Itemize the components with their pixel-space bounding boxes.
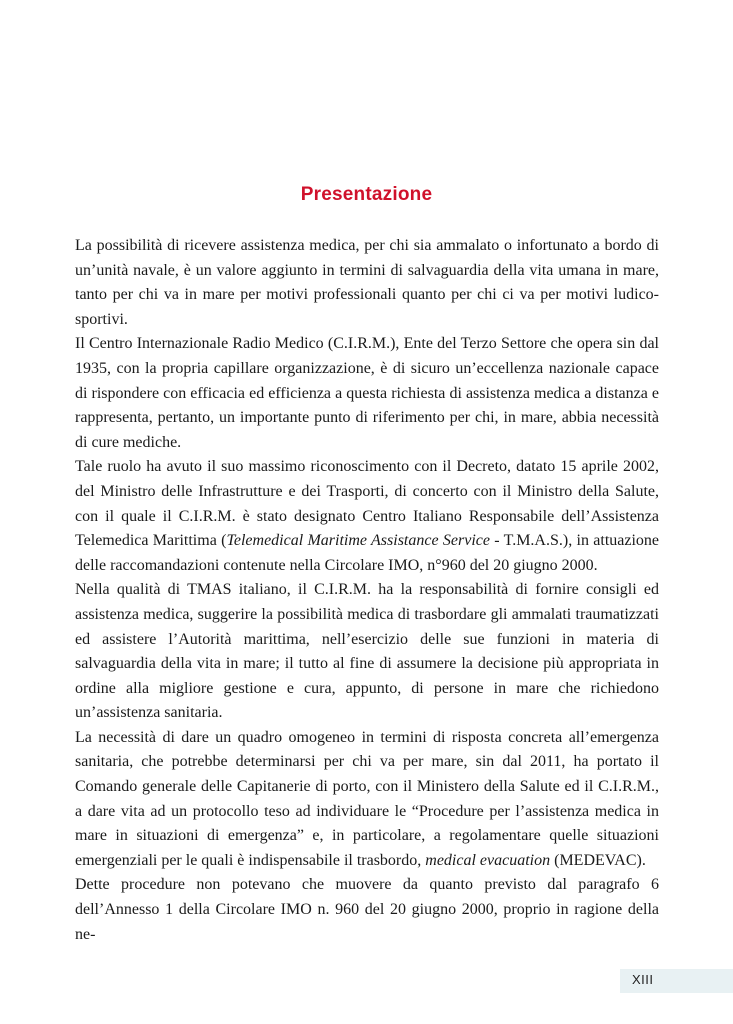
paragraph-2: Il Centro Internazionale Radio Medico (C.I.R.M.), Ente del Terzo Settore che opera sin dal 1935, con la propria capillare organizzazione, è di sicuro un’eccellenza nazionale capace di rispondere con efficacia ed efficienza a questa richiesta di assistenza medica a distanza e rappresenta, pertanto, un importante punto di riferimento per chi, in mare, abbia necessità di cure mediche. [75, 335, 659, 451]
page-number: XIII [632, 972, 654, 987]
paragraph-5-text-a: La necessità di dare un quadro omogeneo in termini di risposta concreta all’emergenza sanitaria, che potrebbe determinarsi per chi va per mare, sin dal 2011, ha portato il Comando generale delle Capitanerie di porto, con il Ministero della Salute ed il C.I.R.M., a dare vita ad un protocollo teso ad individuare le “Procedure per l’assistenza medica in mare in situazioni di emergenza” e, in particolare, a regolamentare quelle situazioni emergenziali per le quali è indispensabile il trasbordo, [75, 728, 659, 869]
paragraph-6: Dette procedure non potevano che muovere da quanto previsto dal paragrafo 6 dell’Annesso 1 della Circolare IMO n. 960 del 20 giugno 2000, proprio in ragione della ne- [75, 876, 659, 943]
paragraph-4: Nella qualità di TMAS italiano, il C.I.R.M. ha la responsabilità di fornire consigli ed assistenza medica, suggerire la possibilità medica di trasbordare gli ammalati traumatizzati ed assistere l’Autorità marittima, nell’esercizio delle sue funzioni in materia di salvaguardia della vita in mare; il tutto al fine di assumere la decisione più appropriata in ordine alla migliore gestione e cura, appunto, di persone in mare che richiedono un’assistenza sanitaria. [75, 581, 659, 722]
body-text [75, 234, 659, 947]
paragraph-5-italic: medical evacuation [425, 851, 551, 869]
paragraph-3 [75, 455, 659, 578]
page-number-bar [620, 969, 733, 993]
page-title: Presentazione [300, 184, 433, 205]
paragraph-3-text-b: - T.M.A.S.), in attuazione delle raccomandazioni contenute nella Circolare IMO, n°960 del 20 giugno 2000. [75, 532, 660, 574]
paragraph-1: La possibilità di ricevere assistenza medica, per chi sia ammalato o infortunato a bordo di un’unità navale, è un valore aggiunto in termini di salvaguardia della vita umana in mare, tanto per chi va in mare per motivi professionali quanto per chi ci va per motivi ludico-sportivi. [75, 237, 659, 328]
paragraph-3-text-a: Tale ruolo ha avuto il suo massimo riconoscimento con il Decreto, datato 15 aprile 2002, del Ministro delle Infrastrutture e dei Trasporti, di concerto con il Ministro della Salute, con il quale il C.I.R.M. è stato designato Centro Italiano Responsabile dell’Assistenza Telemedica Marittima ( [75, 458, 659, 550]
paragraph-3-italic: Telemedical Maritime Assistance Service [226, 532, 490, 550]
paragraph-5-text-b: (MEDEVAC). [550, 851, 646, 869]
paragraph-5 [75, 726, 659, 874]
